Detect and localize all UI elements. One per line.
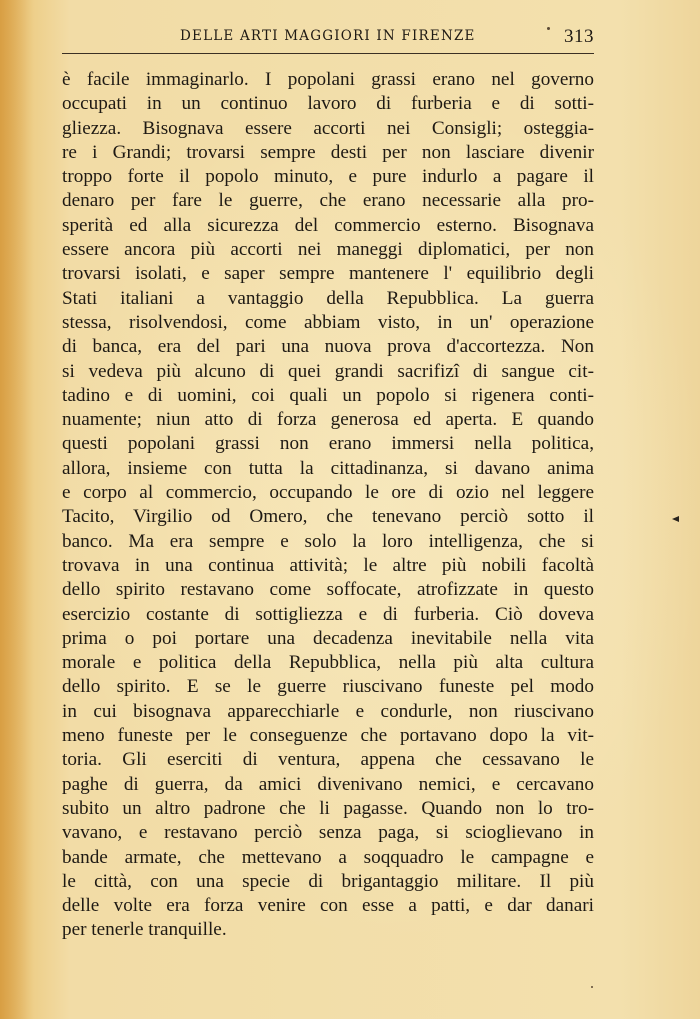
text-line: sperità ed alla sicurezza del commercio esterno. Bisognava [62, 214, 594, 236]
text-line: trovarsi isolati, e saper sempre mantenere l' equilibrio degli [62, 263, 594, 285]
text-line: trovava in una continua attività; le altre più nobili facoltà [62, 554, 594, 576]
text-line: dello spirito restavano come soffocate, atrofizzate in questo [62, 579, 594, 601]
text-line: prima o poi portare una decadenza inevitabile nella vita [62, 627, 594, 649]
text-line: questi popolani grassi non erano immersi nella politica, [62, 433, 594, 455]
text-line: vavano, e restavano perciò senza paga, si scioglievano in [62, 822, 594, 844]
text-line: dello spirito. E se le guerre riuscivano funeste pel modo [62, 676, 594, 698]
text-line: di banca, era del pari una nuova prova d'accortezza. Non [62, 336, 594, 358]
text-line: è facile immaginarlo. I popolani grassi erano nel governo [62, 69, 594, 90]
text-line: toria. Gli eserciti di ventura, appena che cessavano le [62, 749, 594, 771]
text-line: Stati italiani a vantaggio della Repubblica. La guerra [62, 287, 594, 309]
ink-speck [591, 986, 593, 988]
text-line: esercizio costante di sottigliezza e di furberia. Ciò doveva [62, 603, 594, 625]
text-line: in cui bisognava apparecchiarle e condurle, non riuscivano [62, 700, 594, 722]
text-line: tadino e di uomini, coi quali un popolo si rigenera conti- [62, 384, 594, 406]
running-title: DELLE ARTI MAGGIORI IN FIRENZE [180, 28, 476, 44]
text-line: allora, insieme con tutta la cittadinanza, si davano anima [62, 457, 594, 479]
text-line: delle volte era forza venire con esse a patti, e dar danari [62, 895, 594, 917]
body-paragraph [62, 68, 594, 943]
text-line: re i Grandi; trovarsi sempre desti per non lasciare divenir [62, 141, 594, 163]
text-line: banco. Ma era sempre e solo la loro intelligenza, che si [62, 530, 594, 552]
text-line: bande armate, che mettevano a soqquadro le campagne e [62, 846, 594, 868]
page-number: 313 [564, 26, 594, 47]
text-line: occupati in un continuo lavoro di furberia e di sotti- [62, 93, 594, 115]
margin-arrow-mark [672, 516, 679, 522]
text-line: nuamente; niun atto di forza generosa ed aperta. E quando [62, 409, 594, 431]
ink-speck [547, 27, 550, 30]
text-line: morale e politica della Repubblica, nella più alta cultura [62, 652, 594, 674]
text-line: essere ancora più accorti nei maneggi diplomatici, per non [62, 239, 594, 261]
text-line: paghe di guerra, da amici divenivano nemici, e cercavano [62, 773, 594, 795]
text-line: e corpo al commercio, occupando le ore di ozio nel leggere [62, 482, 594, 504]
text-line: meno funeste per le conseguenze che portavano dopo la vit- [62, 725, 594, 747]
text-line: Tacito, Virgilio od Omero, che tenevano perciò sotto il [62, 506, 594, 528]
text-line: denaro per fare le guerre, che erano necessarie alla pro- [62, 190, 594, 212]
text-line: subito un altro padrone che li pagasse. Quando non lo tro- [62, 797, 594, 819]
text-line: si vedeva più alcuno di quei grandi sacrifizî di sangue cit- [62, 360, 594, 382]
text-line-last: per tenerle tranquille. [62, 919, 227, 941]
text-line: gliezza. Bisognava essere accorti nei Consigli; osteggia- [62, 117, 594, 139]
text-line: troppo forte il popolo minuto, e pure indurlo a pagare il [62, 166, 594, 188]
text-line: le città, con una specie di brigantaggio militare. Il più [62, 870, 594, 892]
header-rule [62, 53, 594, 54]
page-gutter-shading [0, 0, 34, 1019]
page-header [62, 26, 594, 50]
text-line: stessa, risolvendosi, come abbiam visto, in un' operazione [62, 311, 594, 333]
